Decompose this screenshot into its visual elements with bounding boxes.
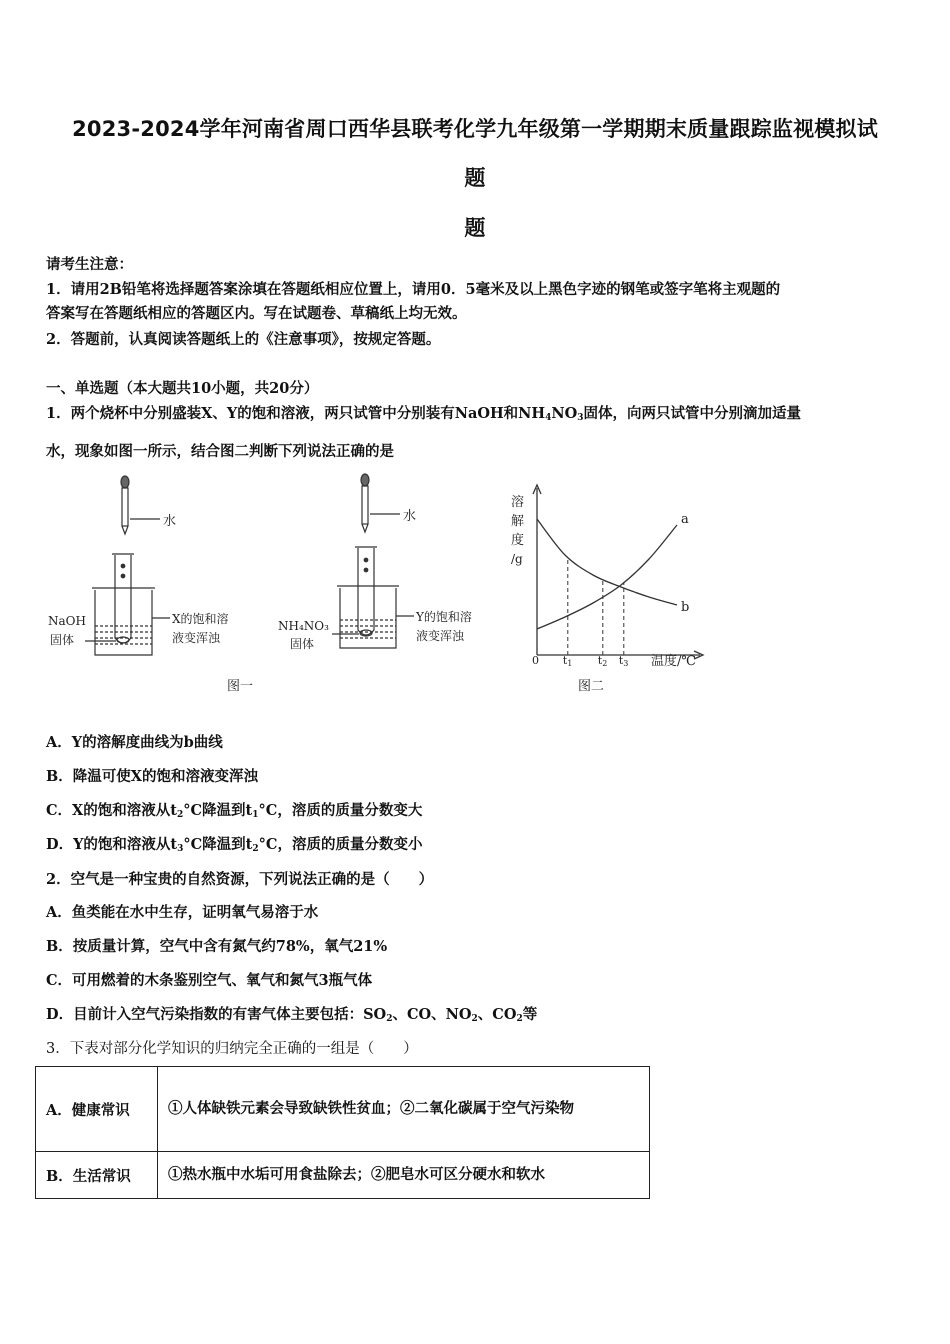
- y-axis-label-char: 度: [511, 533, 525, 548]
- table-cell-label: A．健康常识: [36, 1067, 158, 1152]
- dropper-tip: [362, 524, 368, 532]
- q1-option-d-sub: 3: [177, 844, 184, 854]
- y-solution-label-1: Y的饱和溶: [416, 610, 472, 624]
- dropper-tip: [122, 526, 128, 534]
- q2-option-b: B．按质量计算，空气中含有氮气约78%，氧气21%: [46, 938, 388, 955]
- q2-option-d-part: D．目前计入空气污染指数的有害气体主要包括：SO: [46, 1006, 387, 1023]
- q1-option-c-part: C．X的饱和溶液从t: [46, 802, 177, 819]
- dropper-tube: [362, 486, 368, 524]
- figure-two-caption: 图二: [578, 679, 605, 694]
- x-tick-label: t1: [562, 654, 573, 668]
- q1-option-c-part: °C，溶质的质量分数变大: [258, 802, 423, 819]
- table-cell-label: B．生活常识: [36, 1152, 158, 1199]
- x-solution-label-1: X的饱和溶: [172, 612, 229, 626]
- q1-stem-part: NO: [551, 405, 578, 422]
- q2-option-c: C．可用燃着的木条鉴别空气、氧气和氮气3瓶气体: [46, 972, 373, 989]
- q1-option-a: A．Y的溶解度曲线为b曲线: [46, 734, 223, 751]
- q3-knowledge-table: [35, 1066, 650, 1199]
- y-solution-label-2: 液变浑浊: [416, 629, 465, 643]
- water-drop: [121, 574, 125, 578]
- figure-one: [40, 470, 510, 700]
- q2-option-d-part: 、CO、NO: [392, 1006, 472, 1023]
- x-tick-label: 0: [532, 654, 539, 667]
- q1-option-d: [46, 833, 422, 854]
- q2-stem: 2．空气是一种宝贵的自然资源，下列说法正确的是（ ）: [46, 871, 434, 888]
- q1-stem-sub: 3: [577, 413, 584, 423]
- q1-stem-part: 1．两个烧杯中分别盛装X、Y的饱和溶液，两只试管中分别装有NaOH和NH: [46, 405, 546, 422]
- table-cell-content: ①人体缺铁元素会导致缺铁性贫血；②二氧化碳属于空气污染物: [158, 1067, 650, 1152]
- figure-one-caption: 图一: [227, 679, 254, 694]
- y-axis-label-char: 溶: [511, 495, 525, 510]
- q2-option-d: [46, 1003, 537, 1024]
- q1-option-d-part: D．Y的饱和溶液从t: [46, 836, 178, 853]
- x-tick-label: t2: [597, 654, 608, 668]
- table-row: [36, 1067, 650, 1152]
- q1-stem-line2: 水，现象如图一所示，结合图二判断下列说法正确的是: [46, 443, 394, 460]
- q2-option-d-sub: 2: [471, 1014, 478, 1024]
- x-solution-label-2: 液变浑浊: [172, 631, 221, 645]
- table-row: [36, 1152, 650, 1199]
- x-axis-label: 温度/℃: [651, 654, 696, 669]
- q1-option-c-sub: 1: [252, 810, 259, 820]
- q2-option-d-part: 等: [522, 1006, 538, 1023]
- notice-item1-b: 答案写在答题纸相应的答题区内。写在试题卷、草稿纸上均无效。: [46, 305, 467, 322]
- water-label-left: 水: [163, 514, 177, 529]
- curve-b: [537, 519, 677, 605]
- curve-a: [537, 525, 677, 629]
- notice-heading: 请考生注意：: [46, 256, 133, 273]
- q1-option-d-sub: 2: [252, 844, 259, 854]
- dropper-bulb: [361, 474, 369, 486]
- beaker-left: [95, 590, 152, 655]
- water-drop: [121, 564, 125, 568]
- curve-label-b: b: [681, 600, 690, 615]
- exam-title-line1: 2023-2024学年河南省周口西华县联考化学九年级第一学期期末质量跟踪监视模拟试: [72, 117, 878, 141]
- curve-label-a: a: [681, 512, 689, 527]
- q1-stem-sub: 4: [545, 413, 552, 423]
- beaker-right: [340, 588, 396, 648]
- y-axis-label-char: /g: [511, 552, 523, 566]
- dropper-bulb: [121, 476, 129, 488]
- q1-option-c: [46, 799, 422, 820]
- q1-option-c-part: °C降温到t: [183, 802, 253, 819]
- q3-stem: 3．下表对部分化学知识的归纳完全正确的一组是（ ）: [46, 1041, 418, 1057]
- q2-option-d-sub: 2: [386, 1014, 393, 1024]
- x-tick-label: t3: [618, 654, 629, 668]
- q2-option-a: A．鱼类能在水中生存，证明氧气易溶于水: [46, 904, 319, 921]
- nh4no3-label: NH₄NO₃: [278, 619, 329, 633]
- section1-heading: 一、单选题（本大题共10小题，共20分）: [46, 380, 319, 397]
- nh4no3-solid-label: 固体: [290, 637, 315, 651]
- naoh-label: NaOH: [48, 614, 86, 628]
- y-axis-label-char: 解: [511, 514, 525, 529]
- exam-title-line3: 题: [464, 216, 486, 240]
- naoh-solid-label: 固体: [50, 633, 75, 647]
- q1-option-d-part: °C降温到t: [183, 836, 253, 853]
- table-cell-content: ①热水瓶中水垢可用食盐除去；②肥皂水可区分硬水和软水: [158, 1152, 650, 1199]
- dropper-tube: [122, 488, 128, 526]
- q2-option-d-sub: 2: [516, 1014, 523, 1024]
- q1-option-b: B．降温可使X的饱和溶液变浑浊: [46, 768, 259, 785]
- q1-option-c-sub: 2: [177, 810, 184, 820]
- q1-option-d-part: °C，溶质的质量分数变小: [258, 836, 423, 853]
- q1-stem-part: 固体，向两只试管中分别滴加适量: [583, 405, 802, 422]
- q1-stem-line1: [46, 402, 801, 423]
- exam-title-line2: 题: [464, 166, 486, 190]
- water-drop: [364, 558, 368, 562]
- water-label-right: 水: [403, 509, 417, 524]
- notice-item1-a: 1．请用2B铅笔将选择题答案涂填在答题纸相应位置上，请用0．5毫米及以上黑色字迹的钢笔或签字笔将主观题的: [46, 281, 781, 298]
- q2-option-d-part: 、CO: [477, 1006, 517, 1023]
- water-drop: [364, 568, 368, 572]
- notice-item2: 2．答题前，认真阅读答题纸上的《注意事项》，按规定答题。: [46, 331, 441, 348]
- solubility-chart: [500, 480, 720, 700]
